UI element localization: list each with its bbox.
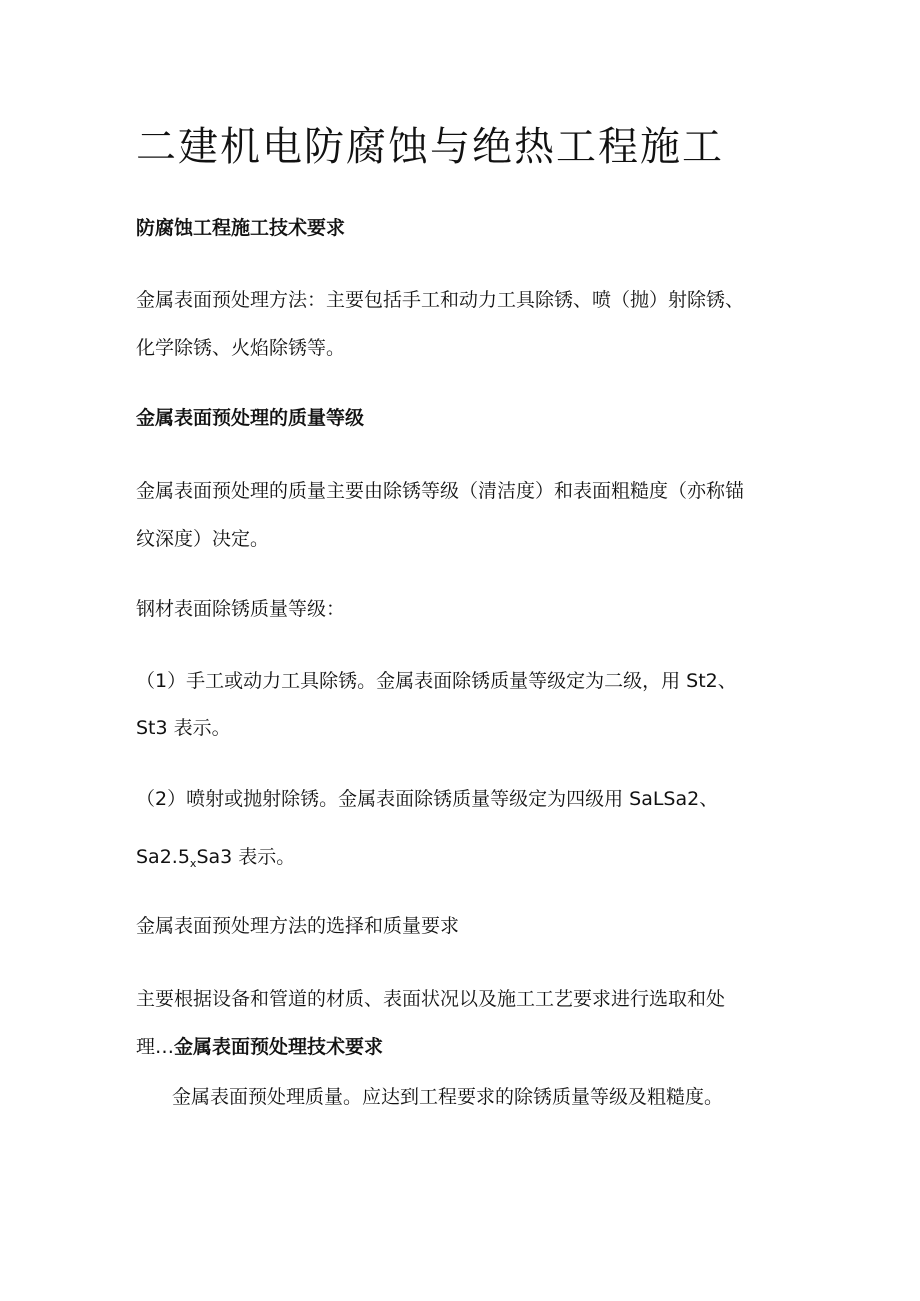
paragraph-quality-line2: 纹深度）决定。 xyxy=(136,528,270,550)
list-item-2-line2 xyxy=(136,843,295,871)
paragraph-pretreatment-methods-line2: 化学除锈、火焰除锈等。 xyxy=(136,337,346,359)
continuation-text: 理… xyxy=(136,1036,175,1058)
section-heading-quality-grade: 金属表面预处理的质量等级 xyxy=(136,407,365,429)
grade-sa3-text: Sa3 表示。 xyxy=(196,846,296,868)
list-item-1-line2: St3 表示。 xyxy=(136,717,231,739)
grade-sa25-text: Sa2.5 xyxy=(136,846,190,868)
inline-heading-tech-requirements: 金属表面预处理技术要求 xyxy=(174,1036,384,1058)
paragraph-quality-line1: 金属表面预处理的质量主要由除锈等级（清洁度）和表面粗糙度（亦称锚 xyxy=(136,480,745,502)
paragraph-selection-basis-line2 xyxy=(136,1033,383,1061)
list-item-2-line1: （2）喷射或抛射除锈。金属表面除锈质量等级定为四级用 SaLSa2、 xyxy=(136,788,719,810)
document-title: 二建机电防腐蚀与绝热工程施工 xyxy=(136,124,724,170)
paragraph-quality-requirement: 金属表面预处理质量。应达到工程要求的除锈质量等级及粗糙度。 xyxy=(172,1086,724,1108)
paragraph-method-selection: 金属表面预处理方法的选择和质量要求 xyxy=(136,915,460,937)
list-item-1-line1: （1）手工或动力工具除锈。金属表面除锈质量等级定为二级，用 St2、 xyxy=(136,670,737,692)
paragraph-selection-basis-line1: 主要根据设备和管道的材质、表面状况以及施工工艺要求进行选取和处 xyxy=(136,988,726,1010)
paragraph-steel-grade: 钢材表面除锈质量等级： xyxy=(136,598,346,620)
subscript-x: x xyxy=(189,857,197,870)
paragraph-pretreatment-methods-line1: 金属表面预处理方法：主要包括手工和动力工具除锈、喷（抛）射除锈、 xyxy=(136,289,745,311)
section-heading-anticorrosion: 防腐蚀工程施工技术要求 xyxy=(136,217,346,239)
